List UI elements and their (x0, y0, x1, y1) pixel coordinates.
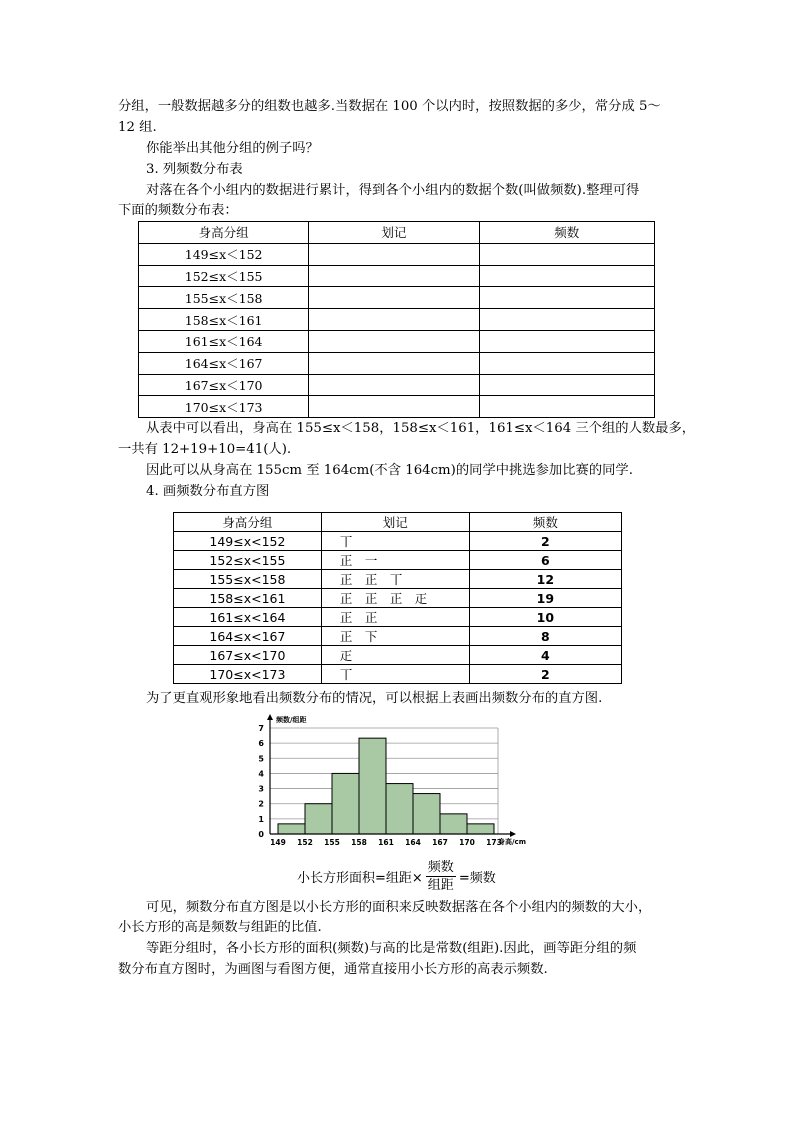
paragraph-line: 等距分组时，各小长方形的面积(频数)与高的比是常数(组距).因此，画等距分组的频 (146, 941, 637, 956)
group-cell: 170≤x＜173 (139, 396, 309, 418)
histogram-bar (359, 738, 386, 834)
paragraph-line: 下面的频数分布表： (118, 203, 238, 218)
group-cell: 161≤x＜164 (139, 330, 309, 352)
tally-cell: 丅 (321, 532, 469, 551)
table-header: 身高分组 (139, 222, 309, 244)
tally-cell: 正 正 丅 (321, 570, 469, 589)
group-cell: 152≤x<155 (174, 551, 322, 570)
histogram-bar (332, 773, 359, 834)
y-axis-label: 频数/组距 (276, 716, 307, 724)
count-cell: 8 (469, 627, 621, 646)
histogram-bar (386, 784, 413, 834)
formula-left: 小长方形面积=组距× (297, 871, 423, 886)
group-cell: 161≤x<164 (174, 608, 322, 627)
table-row (139, 287, 655, 309)
formula-numerator: 频数 (427, 860, 454, 875)
paragraph-line: 对落在各个小组内的数据进行累计，得到各个小组内的数据个数(叫做频数).整理可得 (146, 183, 640, 198)
y-axis-arrow (267, 714, 273, 720)
section-heading: 4. 画频数分布直方图 (146, 484, 270, 499)
group-cell: 167≤x<170 (174, 646, 322, 665)
table-row (139, 330, 655, 352)
table-row (174, 646, 622, 665)
y-tick-label: 2 (258, 799, 264, 809)
tally-cell: 丅 (321, 665, 469, 684)
table-header: 身高分组 (174, 513, 322, 532)
x-tick-label: 173 (486, 838, 502, 847)
group-cell: 167≤x＜170 (139, 374, 309, 396)
x-tick-label: 167 (432, 838, 448, 847)
table-row (139, 374, 655, 396)
x-tick-label: 170 (459, 838, 475, 847)
tally-cell: 正 一 (321, 551, 469, 570)
count-cell: 12 (469, 570, 621, 589)
paragraph-line: 分组，一般数据越多分的组数也越多.当数据在 100 个以内时，按照数据的多少，常分成 5～ (118, 99, 661, 114)
table-row (139, 396, 655, 418)
group-cell: 164≤x<167 (174, 627, 322, 646)
formula-right: =频数 (458, 871, 496, 886)
table-header: 频数 (469, 513, 621, 532)
y-tick-label: 0 (258, 830, 264, 839)
count-cell: 19 (469, 589, 621, 608)
table-row (139, 309, 655, 331)
paragraph-line: 因此可以从身高在 155cm 至 164cm(不含 164cm)的同学中挑选参加比赛的同学. (146, 463, 633, 478)
paragraph-line: 你能举出其他分组的例子吗？ (146, 141, 319, 156)
table-row (174, 608, 622, 627)
x-tick-label: 158 (351, 838, 367, 847)
table-header: 划记 (309, 222, 479, 244)
group-cell: 158≤x<161 (174, 589, 322, 608)
histogram-chart (250, 714, 540, 850)
frequency-table-empty (138, 221, 655, 418)
table-header: 划记 (321, 513, 469, 532)
histogram-bar (413, 794, 440, 834)
group-cell: 158≤x＜161 (139, 309, 309, 331)
table-row (174, 589, 622, 608)
table-row (174, 627, 622, 646)
count-cell: 2 (469, 532, 621, 551)
section-heading: 3. 列频数分布表 (146, 162, 243, 177)
paragraph-line: 数分布直方图时，为画图与看图方便，通常直接用小长方形的高表示频数. (118, 962, 548, 977)
y-tick-label: 7 (258, 724, 264, 733)
paragraph-line: 从表中可以看出，身高在 155≤x＜158，158≤x＜161，161≤x＜164 三个组的人数最多， (146, 421, 696, 436)
x-tick-label: 149 (270, 838, 286, 847)
x-tick-label: 164 (405, 838, 421, 847)
table-row (174, 665, 622, 684)
count-cell: 6 (469, 551, 621, 570)
count-cell: 4 (469, 646, 621, 665)
x-tick-label: 152 (297, 838, 313, 847)
paragraph-line: 12 组. (118, 120, 157, 135)
x-axis-label: 身高/cm (498, 838, 526, 846)
group-cell: 149≤x<152 (174, 532, 322, 551)
y-tick-label: 6 (258, 739, 264, 749)
y-tick-label: 4 (258, 769, 264, 779)
paragraph-line: 小长方形的高是频数与组距的比值. (118, 920, 322, 935)
y-tick-label: 5 (258, 754, 264, 764)
count-cell: 10 (469, 608, 621, 627)
tally-cell: 正 下 (321, 627, 469, 646)
table-row (174, 532, 622, 551)
table-row (139, 243, 655, 265)
tally-cell: 𤴓 (321, 646, 469, 665)
group-cell: 155≤x＜158 (139, 287, 309, 309)
table-row (139, 352, 655, 374)
x-axis-arrow (510, 831, 516, 837)
group-cell: 149≤x＜152 (139, 243, 309, 265)
paragraph-line: 可见，频数分布直方图是以小长方形的面积来反映数据落在各个小组内的频数的大小， (146, 900, 652, 915)
group-cell: 152≤x＜155 (139, 265, 309, 287)
y-tick-label: 1 (258, 814, 264, 824)
frequency-table-filled (173, 512, 622, 684)
formula-fraction (426, 859, 456, 894)
histogram-bar (440, 814, 467, 834)
group-cell: 155≤x<158 (174, 570, 322, 589)
paragraph-line: 为了更直观形象地看出频数分布的情况，可以根据上表画出频数分布的直方图. (146, 691, 603, 706)
x-tick-label: 161 (378, 838, 394, 847)
tally-cell: 正 正 (321, 608, 469, 627)
histogram-bar (305, 804, 332, 834)
y-tick-label: 3 (258, 784, 264, 794)
histogram-bar (467, 824, 494, 834)
table-header: 频数 (479, 222, 654, 244)
group-cell: 170≤x<173 (174, 665, 322, 684)
group-cell: 164≤x＜167 (139, 352, 309, 374)
table-row (139, 265, 655, 287)
table-row (174, 570, 622, 589)
count-cell: 2 (469, 665, 621, 684)
x-tick-label: 155 (324, 838, 340, 847)
histogram-bar (278, 824, 305, 834)
area-formula (297, 859, 496, 894)
table-row (174, 551, 622, 570)
formula-denominator: 组距 (427, 878, 454, 893)
paragraph-line: 一共有 12+19+10=41(人). (118, 442, 292, 457)
tally-cell: 正 正 正 𤴓 (321, 589, 469, 608)
